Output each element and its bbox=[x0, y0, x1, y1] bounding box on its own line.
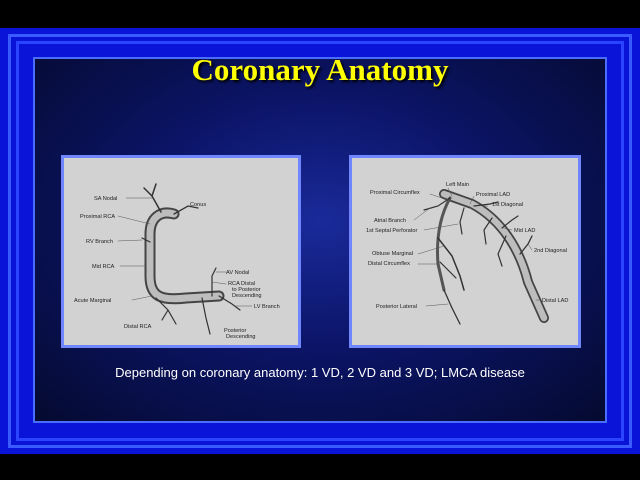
label-posterior-desc-1: Posterior bbox=[224, 328, 247, 334]
label-mid-lad: Mid LAD bbox=[514, 228, 536, 234]
label-rv-branch: RV Branch bbox=[86, 239, 113, 245]
lca-diagram bbox=[352, 158, 578, 345]
posterior-lateral bbox=[444, 290, 460, 324]
label-proximal-lad: Proximal LAD bbox=[476, 192, 511, 198]
label-lv-branch: LV Branch bbox=[254, 304, 280, 310]
rca-main-vessel bbox=[150, 213, 219, 299]
label-proximal-rca: Proximal RCA bbox=[80, 214, 116, 220]
slide-title: Coronary Anatomy bbox=[191, 52, 449, 87]
label-first-diagonal: 1st Diagonal bbox=[492, 202, 524, 208]
label-acute-marginal: Acute Marginal bbox=[74, 298, 112, 304]
label-mid-rca: Mid RCA bbox=[92, 264, 115, 270]
label-posterior-desc-2: Descending bbox=[226, 334, 256, 340]
label-posterior-lateral: Posterior Lateral bbox=[376, 304, 418, 310]
label-conus: Conus bbox=[190, 202, 207, 208]
rca-diagram bbox=[64, 158, 298, 345]
rca-diagram-panel bbox=[61, 155, 301, 348]
label-rca-distal-2: to Posterior bbox=[232, 287, 261, 293]
septal-perforator bbox=[460, 208, 464, 234]
lca-diagram-panel bbox=[349, 155, 581, 348]
slide-caption: Depending on coronary anatomy: 1 VD, 2 VD and 3 VD; LMCA disease bbox=[115, 365, 525, 380]
label-atrial-branch: Atrial Branch bbox=[374, 218, 407, 224]
label-first-septal: 1st Septal Perforator bbox=[366, 228, 418, 234]
circumflex-vessel bbox=[438, 198, 451, 290]
label-proximal-circumflex: Proximal Circumflex bbox=[370, 190, 420, 196]
second-diagonal bbox=[520, 236, 532, 254]
label-distal-circumflex: Distal Circumflex bbox=[368, 261, 410, 267]
mid-lad-branch bbox=[502, 216, 518, 228]
label-second-diagonal: 2nd Diagonal bbox=[534, 248, 567, 254]
label-obtuse-marginal: Obtuse Marginal bbox=[372, 251, 414, 257]
distal-circumflex bbox=[440, 262, 456, 278]
posterior-descending bbox=[202, 298, 210, 334]
label-rca-distal-1: RCA Distal bbox=[228, 281, 256, 287]
label-left-main: Left Main bbox=[446, 182, 470, 188]
label-sa-nodal: SA Nodal bbox=[94, 196, 118, 202]
label-rca-distal-3: Descending bbox=[232, 293, 262, 299]
label-distal-rca: Distal RCA bbox=[124, 324, 152, 330]
lad-vessel bbox=[444, 194, 544, 318]
label-av-nodal: AV Nodal bbox=[226, 270, 250, 276]
label-distal-lad: Distal LAD bbox=[542, 298, 569, 304]
